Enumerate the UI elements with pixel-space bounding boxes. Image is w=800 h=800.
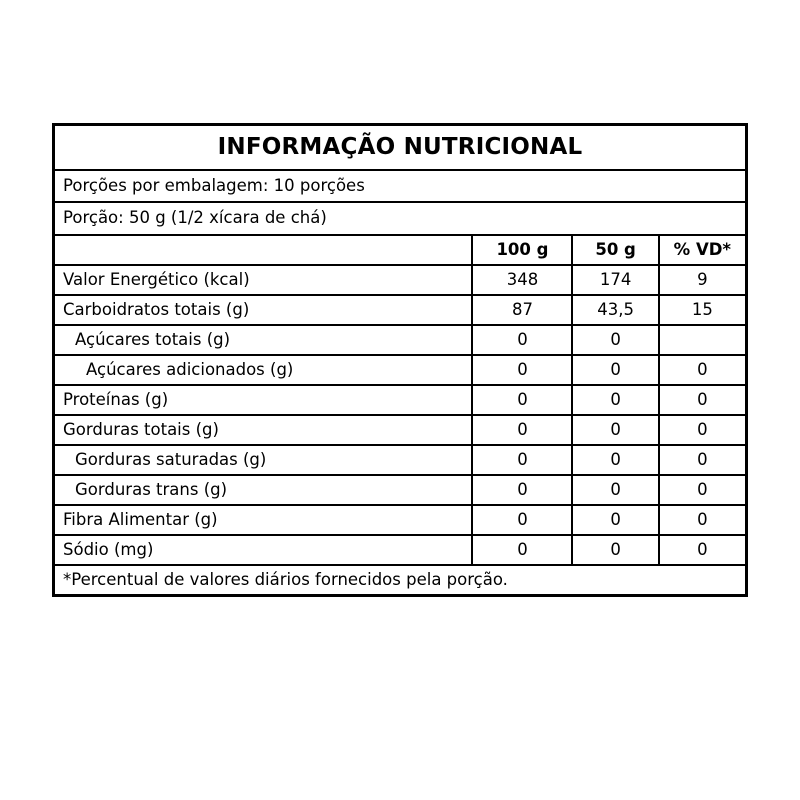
table-row xyxy=(55,415,745,445)
table-row xyxy=(55,325,745,355)
nutrient-per-100g: 0 xyxy=(472,505,572,535)
nutrient-per-serving: 0 xyxy=(572,445,658,475)
daily-value-footnote: *Percentual de valores diários fornecidos pela porção. xyxy=(55,564,745,594)
table-row xyxy=(55,265,745,295)
nutrient-vd: 9 xyxy=(659,265,745,295)
servings-per-package: Porções por embalagem: 10 porções xyxy=(55,169,745,201)
nutrient-per-serving: 0 xyxy=(572,415,658,445)
column-header-per-serving: 50 g xyxy=(572,235,658,265)
nutrient-vd: 0 xyxy=(659,385,745,415)
table-row xyxy=(55,355,745,385)
nutrient-per-100g: 348 xyxy=(472,265,572,295)
nutrient-per-serving: 0 xyxy=(572,355,658,385)
nutrient-per-serving: 0 xyxy=(572,475,658,505)
nutrient-per-serving: 0 xyxy=(572,385,658,415)
column-header-vd: % VD* xyxy=(659,235,745,265)
nutrient-vd: 0 xyxy=(659,445,745,475)
table-row xyxy=(55,505,745,535)
nutrient-per-serving: 0 xyxy=(572,325,658,355)
nutrient-vd: 15 xyxy=(659,295,745,325)
table-row xyxy=(55,295,745,325)
nutrient-per-serving: 0 xyxy=(572,535,658,564)
nutrient-name: Gorduras saturadas (g) xyxy=(55,445,472,475)
nutrient-per-100g: 0 xyxy=(472,535,572,564)
nutrient-name: Gorduras trans (g) xyxy=(55,475,472,505)
nutrient-vd xyxy=(659,325,745,355)
nutrient-per-serving: 0 xyxy=(572,505,658,535)
nutrient-per-100g: 87 xyxy=(472,295,572,325)
nutrient-name: Valor Energético (kcal) xyxy=(55,265,472,295)
column-header-nutrient xyxy=(55,235,472,265)
nutrient-name: Açúcares adicionados (g) xyxy=(55,355,472,385)
serving-size: Porção: 50 g (1/2 xícara de chá) xyxy=(55,201,745,233)
table-row xyxy=(55,385,745,415)
nutrient-per-serving: 43,5 xyxy=(572,295,658,325)
nutrient-vd: 0 xyxy=(659,535,745,564)
nutrition-facts-panel xyxy=(52,123,748,597)
nutrient-name: Proteínas (g) xyxy=(55,385,472,415)
table-body xyxy=(55,265,745,564)
nutrient-vd: 0 xyxy=(659,355,745,385)
nutrient-name: Gorduras totais (g) xyxy=(55,415,472,445)
nutrient-per-100g: 0 xyxy=(472,445,572,475)
nutrient-name: Fibra Alimentar (g) xyxy=(55,505,472,535)
table-row xyxy=(55,475,745,505)
table-row xyxy=(55,535,745,564)
nutrient-name: Sódio (mg) xyxy=(55,535,472,564)
table-row xyxy=(55,445,745,475)
table-header-row xyxy=(55,235,745,265)
nutrient-per-100g: 0 xyxy=(472,385,572,415)
column-header-per-100g: 100 g xyxy=(472,235,572,265)
nutrient-per-serving: 174 xyxy=(572,265,658,295)
nutrient-name: Açúcares totais (g) xyxy=(55,325,472,355)
nutrient-name: Carboidratos totais (g) xyxy=(55,295,472,325)
nutrient-vd: 0 xyxy=(659,415,745,445)
nutrient-vd: 0 xyxy=(659,505,745,535)
nutrient-per-100g: 0 xyxy=(472,355,572,385)
nutrient-vd: 0 xyxy=(659,475,745,505)
nutrient-per-100g: 0 xyxy=(472,325,572,355)
nutrient-per-100g: 0 xyxy=(472,475,572,505)
nutrient-per-100g: 0 xyxy=(472,415,572,445)
panel-title: INFORMAÇÃO NUTRICIONAL xyxy=(217,134,583,160)
nutrition-table xyxy=(55,234,745,564)
